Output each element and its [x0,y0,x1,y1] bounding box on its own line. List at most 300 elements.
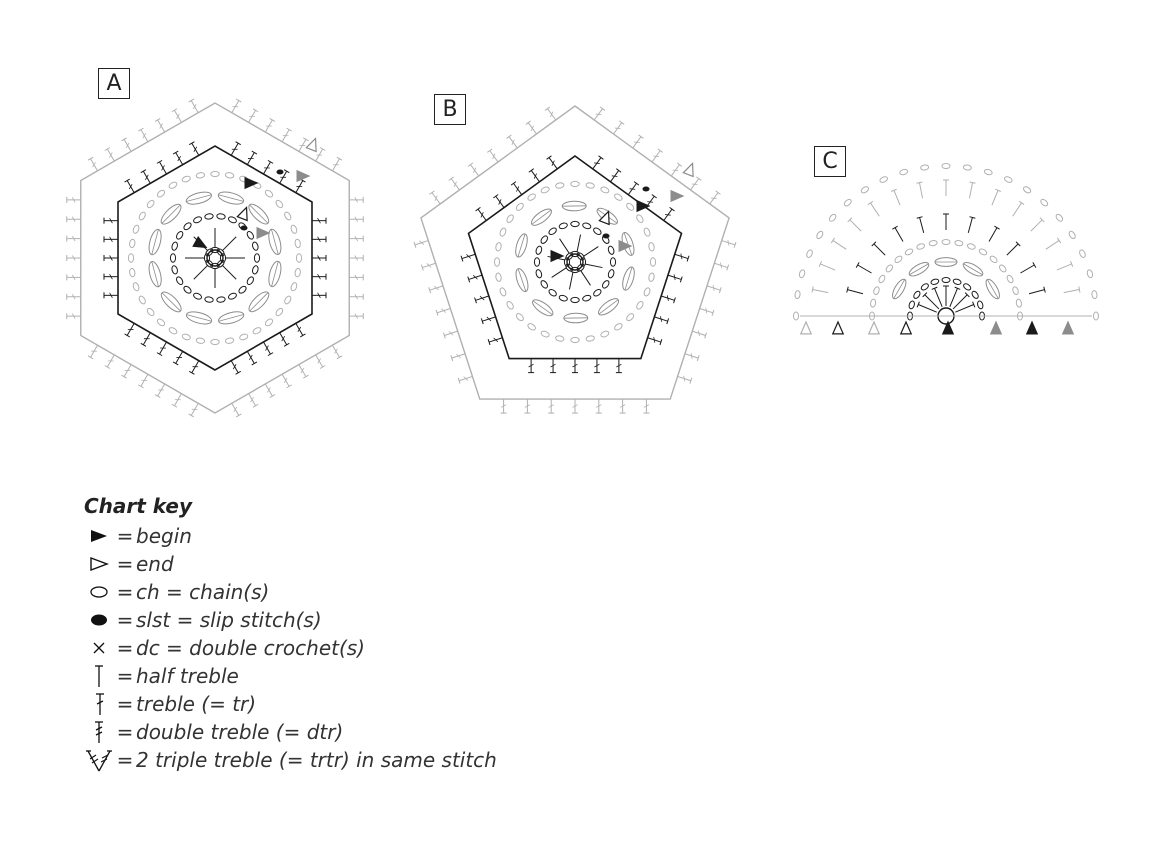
double-treble-mark [647,202,653,203]
chain-mark [246,230,255,240]
petal-vein [625,267,632,290]
chain-mark [175,230,184,240]
treble-mark [918,305,936,313]
chain-mark [571,297,579,302]
double-treble-mark [667,295,668,301]
double-treble-mark [630,189,636,190]
treble-mark [583,247,598,257]
double-treble-mark [612,176,618,177]
chain-mark [913,290,922,299]
chain-mark [527,193,537,202]
chain-mark [816,230,825,239]
double-treble-mark [268,160,273,163]
treble-mark [270,118,275,121]
chain-mark [283,295,292,305]
chart-key [84,494,497,774]
double-treble-mark [125,179,130,182]
chain-mark [916,243,925,250]
double-treble-mark [681,254,682,260]
double-treble-mark [157,353,162,356]
chain-mark [1022,186,1031,195]
double-treble-mark [141,170,146,173]
treble-mark [1007,244,1018,255]
chain-mark [548,288,558,297]
end-arrow-icon [237,207,247,220]
treble-mark [596,114,602,115]
chain-mark [600,186,610,194]
chain-mark [873,286,880,295]
chain-mark [275,307,284,317]
begin-arrow-icon [991,322,1002,334]
begin-arrow-icon [637,201,649,212]
chain-mark [264,318,274,327]
chain-mark [601,279,610,289]
chain-mark [963,164,972,170]
chain-mark [942,240,950,245]
chain-mark [586,182,595,189]
key-row-treble [84,690,497,718]
chain-mark [971,290,980,299]
chain-mark [625,312,635,322]
treble-mark [894,190,900,205]
chain-mark [238,285,248,294]
double-treble-mark [252,362,257,365]
treble-mark [88,157,93,160]
treble-mark [684,376,685,382]
chain-mark [146,199,155,209]
treble-mark [673,170,679,171]
chain-mark [794,290,800,299]
chain-mark [899,169,908,176]
chain-mark [211,171,219,176]
chain-mark [534,258,539,266]
chain-mark [571,221,579,226]
treble-mark [874,244,885,255]
treble-mark [320,365,325,368]
chain-mark [193,292,203,300]
double-treble-mark [268,353,273,356]
key-row-double-treble [84,718,497,746]
treble-mark [925,295,939,309]
chain-mark [962,283,971,292]
chain-mark [929,240,938,246]
double-treble-mark [652,195,657,199]
treble-mark [1064,289,1080,292]
treble-mark [287,128,292,131]
treble-mark [1057,238,1060,243]
chain-mark [499,287,507,297]
chain-mark [571,181,579,186]
treble-mark [706,308,707,314]
key-text: treble (= tr) [136,692,257,716]
chain-mark [171,265,178,275]
key-text: 2 triple treble (= trtr) in same stitch [136,748,497,772]
chain-mark [648,273,655,282]
key-row-chain [84,578,497,606]
end-arrow-icon [869,322,880,334]
treble-mark [138,128,143,131]
treble-mark [868,201,873,204]
chain-mark [978,248,987,256]
treble-mark [619,121,624,125]
treble-mark [919,183,922,199]
treble-mark [920,217,924,232]
chain-oval-icon [84,578,114,606]
double-treble-mark [252,151,257,154]
chain-mark [571,337,579,342]
chain-mark [1091,290,1097,299]
treble-mark [856,262,859,267]
treble-mark [105,148,110,151]
treble-mark [935,288,943,306]
key-text: ch = chain(s) [136,580,270,604]
treble-mark [950,288,958,306]
key-text: begin [136,524,192,548]
chain-mark [610,258,615,266]
treble-mark [569,272,573,290]
chain-mark [1040,198,1049,207]
double-treble-mark [141,343,146,346]
chain-mark [1086,269,1093,278]
end-arrow-icon [84,550,114,578]
chain-mark [228,216,238,224]
key-row-slip-stitch [84,606,497,634]
chain-mark [216,296,225,302]
treble-mark [1013,203,1022,216]
chain-mark [225,172,234,179]
chain-mark [129,239,136,248]
key-text: end [136,552,174,576]
chain-mark [954,240,963,246]
chain-mark [870,299,876,308]
chart-c-label: C [814,146,846,177]
chain-mark [592,288,602,297]
chain-mark [806,249,814,258]
chain-mark [138,295,147,305]
treble-mark [253,109,258,112]
chain-mark [181,333,191,341]
begin-arrow-icon [257,228,269,239]
treble-mark [653,156,659,157]
treble-mark [850,220,861,231]
chain-mark [799,269,806,278]
treble-mark [236,414,241,417]
treble-mark [222,265,236,279]
treble-mark [698,330,699,336]
treble-mark [449,177,454,181]
chain-mark [920,164,929,170]
double-crochet-icon [84,634,114,662]
slip-stitch-mark [241,226,248,231]
end-arrow-icon [683,163,693,176]
treble-mark [692,184,698,185]
chain-mark [586,335,595,342]
chain-mark [171,241,178,251]
chain-mark [582,294,592,302]
double-treble-mark [599,156,604,160]
treble-mark [105,365,110,368]
chain-mark [216,213,225,219]
chart-b-pentagon [414,106,736,413]
chain-mark [515,312,525,322]
key-text: dc = double crochet(s) [136,636,365,660]
chain-mark [1055,213,1064,222]
double-treble-mark [173,362,178,365]
key-row-end [84,550,497,578]
begin-arrow-icon [84,522,114,550]
chain-mark [582,222,592,230]
chain-mark [495,273,502,282]
treble-mark [507,135,512,139]
chain-mark [168,326,178,335]
chain-mark [535,245,543,255]
treble-mark [122,375,127,378]
treble-mark [696,177,701,181]
treble-mark [430,191,435,195]
chain-mark [930,278,939,285]
key-row-begin [84,522,497,550]
chain-mark [254,254,259,262]
treble-mark [716,191,721,195]
chain-mark [506,300,515,310]
chain-mark [1004,176,1013,184]
treble-mark [320,148,325,151]
chain-mark [885,264,894,273]
end-arrow-icon [599,211,609,224]
chart-key-title: Chart key [84,494,192,518]
chart-a-hexagon [67,99,363,417]
chain-mark [977,300,984,309]
chain-mark [540,235,549,245]
treble-mark [545,107,550,111]
triple-treble-pair-icon [84,746,114,774]
treble-mark [600,107,605,111]
chain-mark [635,300,644,310]
treble-mark [1033,262,1036,267]
chart-c-half-circle [794,164,1099,334]
chain-mark [196,337,205,344]
chain-mark [196,172,205,179]
chain-mark [878,274,886,283]
treble-icon [84,690,114,718]
chain-mark [548,227,558,236]
chain-mark [495,242,502,251]
chain-mark [592,227,602,236]
treble-mark [487,149,492,153]
chain-mark [527,322,537,331]
chain-mark [613,322,623,331]
treble-mark [711,198,717,199]
treble-mark [155,118,160,121]
half-treble-icon [84,662,114,690]
chain-mark [1016,299,1022,308]
chain-mark [920,283,929,292]
key-equals: = [116,692,134,716]
treble-mark [658,149,663,153]
chain-mark [275,199,284,209]
chain-mark [296,254,301,262]
begin-arrow-icon [297,171,309,182]
double-treble-mark [125,334,130,337]
end-arrow-icon [801,322,812,334]
chain-mark [264,189,274,198]
treble-mark [303,138,308,141]
treble-mark [189,99,194,102]
treble-mark [172,404,177,407]
chain-mark [168,181,178,190]
chain-mark [860,186,869,195]
treble-mark [870,203,879,216]
chain-mark [132,282,140,292]
chain-mark [225,337,234,344]
chain-mark [953,278,962,285]
chain-mark [908,300,915,309]
key-text: half treble [136,664,239,688]
treble-mark [634,142,640,143]
chain-mark [294,268,301,277]
treble-mark [895,228,903,242]
chain-mark [132,224,140,234]
chain-mark [643,287,651,297]
double-treble-mark [284,343,289,346]
double-treble-mark [236,371,241,374]
chain-mark [643,227,651,237]
treble-mark [138,385,143,388]
treble-mark [585,264,603,268]
chain-mark [494,258,499,266]
key-row-double-crochet [84,634,497,662]
double-treble-mark [529,169,534,173]
chain-mark [998,264,1007,273]
begin-arrow-icon [1027,322,1038,334]
treble-mark [1029,290,1044,294]
treble-mark [1046,240,1059,249]
double-treble-mark [157,160,162,163]
treble-mark [122,138,127,141]
double-treble-mark [670,207,675,211]
pentagon-outer-edge [421,106,729,399]
treble-mark [1057,264,1072,270]
chart-a-label: A [98,68,130,99]
chain-mark [942,278,950,283]
double-treble-mark [284,170,289,173]
double-treble-mark [634,182,639,186]
chain-mark [138,211,147,221]
chain-mark [211,339,219,344]
treble-mark [1079,287,1080,293]
chain-mark [156,189,166,198]
treble-mark [994,226,999,229]
treble-mark [728,240,729,246]
chain-mark [170,254,175,262]
key-equals: = [116,552,134,576]
double-treble-mark [189,371,194,374]
treble-mark [953,295,967,309]
chain-mark [558,222,568,230]
chain-mark [183,222,193,231]
treble-mark [713,285,714,291]
end-arrow-icon [901,322,912,334]
chain-mark [625,202,635,212]
treble-mark [1031,220,1042,231]
treble-mark [337,157,342,160]
double-treble-mark [674,274,675,280]
double-treble-mark [189,142,194,145]
chain-mark [294,239,301,248]
treble-mark [88,356,93,359]
key-equals: = [116,748,134,772]
treble-mark [552,268,567,278]
treble-mark [615,128,621,129]
double-treble-icon [84,718,114,746]
treble-mark [189,414,194,417]
treble-mark [236,99,241,102]
key-equals: = [116,580,134,604]
begin-arrow-icon [671,191,683,202]
treble-mark [468,163,473,167]
key-equals: = [116,664,134,688]
chain-mark [635,214,644,224]
key-text: double treble (= dtr) [136,720,344,744]
treble-mark [955,305,973,313]
chain-mark [246,276,255,286]
chain-mark [984,169,993,176]
treble-mark [639,135,644,139]
double-treble-mark [547,156,552,160]
treble-mark [831,238,834,243]
key-equals: = [116,636,134,660]
chain-mark [128,254,133,262]
chain-mark [794,312,799,320]
treble-mark [270,395,275,398]
hexagon-inner-edge [118,146,312,370]
treble-mark [720,263,721,269]
treble-mark [194,265,208,279]
chain-mark [283,211,292,221]
chain-mark [942,164,950,169]
chain-mark [290,224,298,234]
petal-vein [518,269,526,292]
chain-mark [894,255,903,264]
chain-mark [1006,274,1014,283]
chain-mark [607,269,615,279]
treble-mark [526,121,531,125]
chain-mark [193,216,203,224]
double-treble-mark [660,316,661,322]
treble-mark [172,109,177,112]
chain-mark [967,243,976,250]
treble-mark [917,182,923,183]
double-treble-mark [173,151,178,154]
chain-mark [558,294,568,302]
treble-mark [691,353,692,359]
treble-mark [813,289,829,292]
chain-mark [1094,312,1099,320]
chain-mark [204,213,213,219]
treble-mark [560,239,570,254]
slip-stitch-mark [643,187,650,192]
slip-stitch-mark [277,170,284,175]
treble-mark [968,217,972,232]
chain-mark [613,193,623,202]
petal-vein [518,234,525,257]
chain-mark [252,326,262,335]
chain-mark [904,248,913,256]
double-treble-mark [476,207,481,211]
chain-mark [252,241,259,251]
chain-mark [879,176,888,184]
treble-mark [812,287,813,293]
